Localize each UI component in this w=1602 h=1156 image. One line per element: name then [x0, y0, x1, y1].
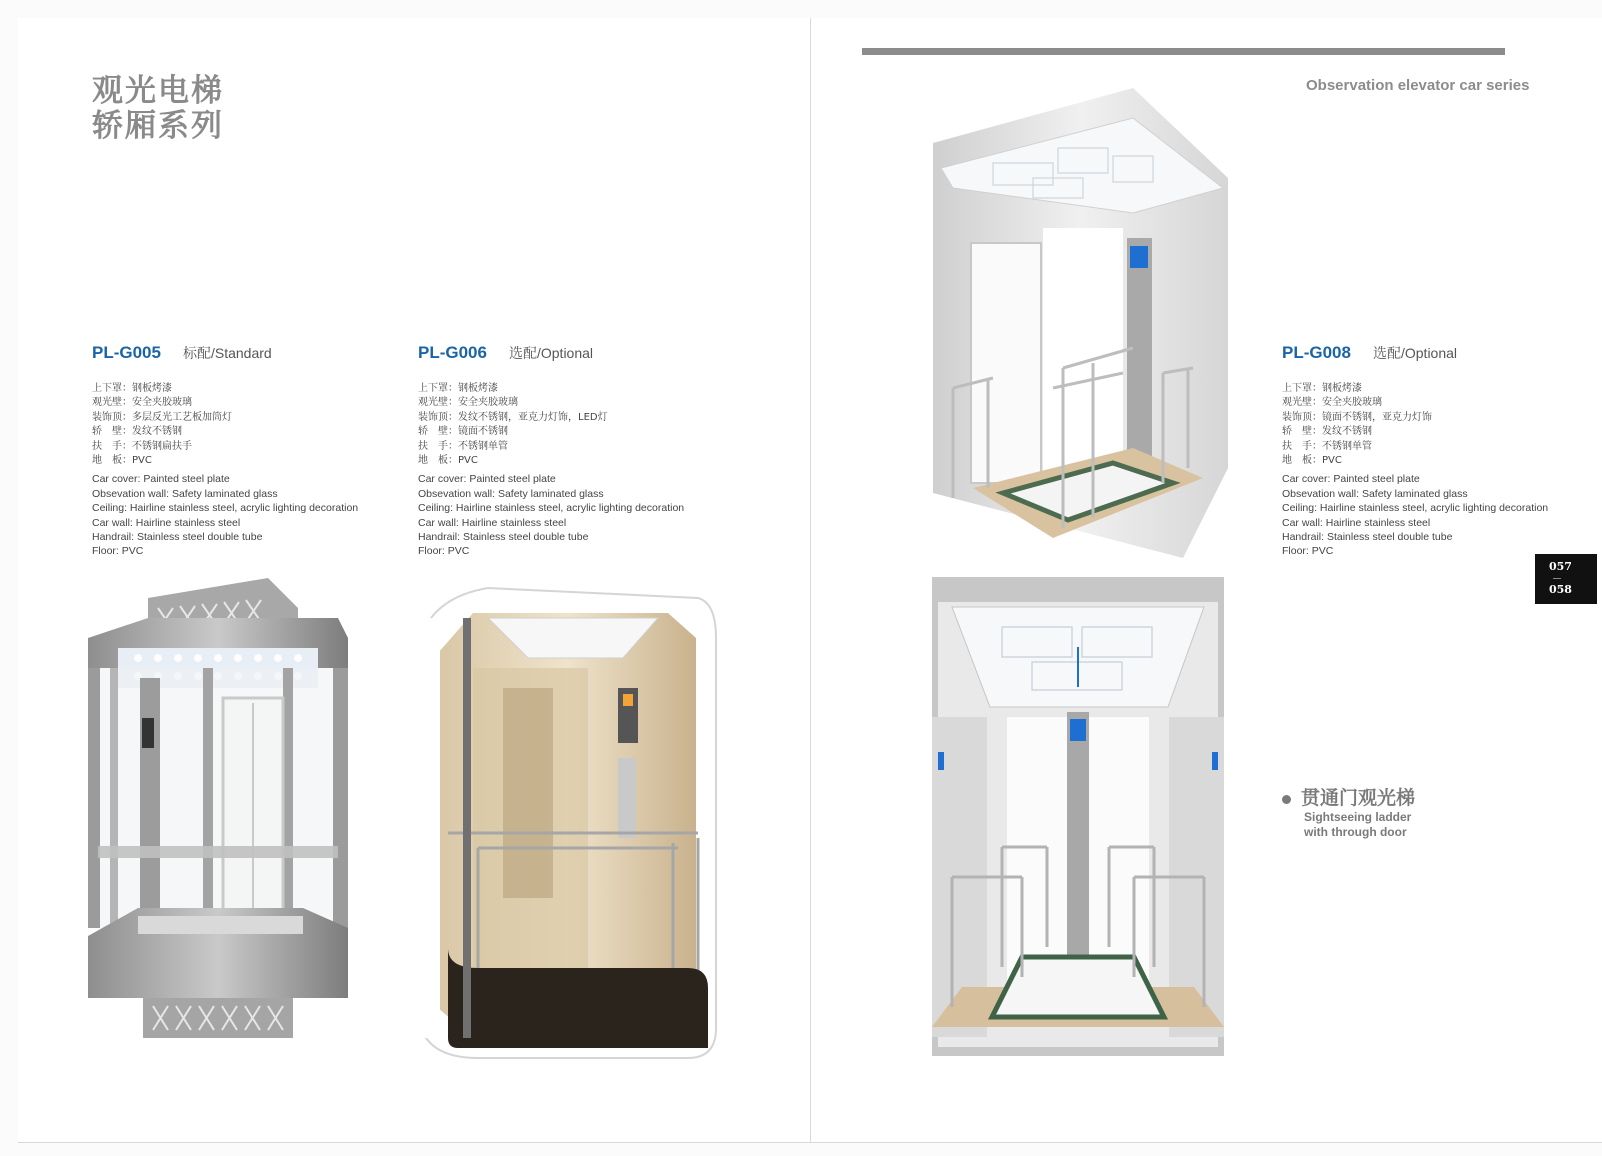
spec-en-line: Car cover: Painted steel plate [418, 473, 556, 486]
spec-en-line: Car wall: Hairline stainless steel [1282, 516, 1431, 529]
product-option: 选配/Optional [1372, 345, 1458, 361]
page-number-separator [1553, 578, 1561, 579]
spec-en-line: Car wall: Hairline stainless steel [418, 516, 567, 529]
spec-en-line: Car cover: Painted steel plate [92, 473, 230, 486]
spec-en-line: Floor: PVC [418, 545, 470, 558]
page-number-tab [1535, 554, 1597, 604]
spec-en-line: Handrail: Stainless steel double tube [1282, 531, 1453, 544]
spec-en-line: Obsevation wall: Safety laminated glass [418, 487, 604, 500]
feature-title-text: 贯通门观光梯 [1301, 787, 1416, 809]
page-number-right: 058 [1549, 583, 1572, 596]
product-specs-g008 [1282, 382, 1548, 559]
spec-cn-line: 扶 手：不锈钢单管 [1282, 440, 1372, 452]
spec-cn-line: 装饰顶：发纹不锈钢，亚克力灯饰，LED灯 [418, 411, 608, 423]
bullet-dot-icon [1282, 795, 1291, 804]
feature-title [1282, 783, 1415, 810]
spec-en-line: Ceiling: Hairline stainless steel, acrylic lighting decoration [418, 502, 685, 515]
spec-cn-line: 扶 手：不锈钢单管 [418, 440, 508, 452]
spec-cn-line: 观光壁：安全夹胶玻璃 [1282, 397, 1382, 409]
product-code: PL-G008 [1282, 343, 1351, 362]
spec-en-line: Floor: PVC [92, 545, 144, 558]
series-label: Observation elevator car series [1306, 77, 1530, 94]
spec-en-line: Car cover: Painted steel plate [1282, 473, 1420, 486]
elevator-g005-illustration [88, 578, 358, 1078]
spec-cn-line: 观光壁：安全夹胶玻璃 [418, 397, 518, 409]
elevator-g006-illustration [418, 578, 718, 1078]
spec-cn-line: 上下罩：钢板烤漆 [92, 383, 172, 394]
elevator-g008-perspective-illustration [933, 88, 1233, 558]
spec-en-line: Obsevation wall: Safety laminated glass [92, 487, 278, 500]
spec-cn-line: 轿 壁：镜面不锈钢 [418, 426, 508, 438]
spec-cn-line: 地 板：PVC [92, 455, 152, 467]
spec-en-block [1282, 472, 1548, 558]
spec-en-block [92, 472, 358, 558]
spec-en-block [418, 472, 684, 558]
spec-en-line: Ceiling: Hairline stainless steel, acrylic lighting decoration [1282, 502, 1549, 515]
product-code: PL-G005 [92, 343, 161, 362]
spec-cn-line: 上下罩：钢板烤漆 [418, 383, 498, 394]
spec-en-line: Handrail: Stainless steel double tube [92, 531, 263, 544]
spec-en-line: Car wall: Hairline stainless steel [92, 516, 241, 529]
bottom-rule [18, 1142, 1602, 1143]
product-code: PL-G006 [418, 343, 487, 362]
product-heading-g005 [92, 343, 272, 363]
feature-subtitle [1304, 810, 1411, 840]
spec-cn-line: 扶 手：不锈钢扁扶手 [92, 440, 192, 452]
spec-en-line: Ceiling: Hairline stainless steel, acrylic lighting decoration [92, 502, 359, 515]
spec-en-line: Handrail: Stainless steel double tube [418, 531, 589, 544]
spec-cn-line: 装饰顶：镜面不锈钢，亚克力灯饰 [1282, 411, 1432, 423]
feature-subtitle-line-2: with through door [1304, 825, 1407, 839]
spec-cn-line: 轿 壁：发纹不锈钢 [1282, 426, 1372, 438]
feature-subtitle-line-1: Sightseeing ladder [1304, 810, 1412, 824]
spec-cn-line: 地 板：PVC [418, 455, 478, 467]
spec-cn-line: 上下罩：钢板烤漆 [1282, 383, 1362, 394]
elevator-through-door-illustration [932, 577, 1224, 1056]
spec-cn-line: 观光壁：安全夹胶玻璃 [92, 397, 192, 409]
product-heading-g008 [1282, 343, 1457, 363]
product-option: 标配/Standard [182, 345, 272, 361]
page-title [92, 74, 224, 144]
product-heading-g006 [418, 343, 593, 363]
spec-cn-line: 装饰顶：多层反光工艺板加筒灯 [92, 411, 232, 423]
product-option: 选配/Optional [508, 345, 594, 361]
series-bar [862, 48, 1505, 55]
spec-cn-line: 地 板：PVC [1282, 455, 1342, 467]
spec-cn-line: 轿 壁：发纹不锈钢 [92, 426, 182, 438]
product-specs-g006 [418, 382, 684, 559]
page-title-line-1: 观光电梯 [92, 73, 224, 109]
spec-en-line: Obsevation wall: Safety laminated glass [1282, 487, 1468, 500]
spec-en-line: Floor: PVC [1282, 545, 1334, 558]
product-specs-g005 [92, 382, 358, 559]
page-title-line-2: 轿厢系列 [92, 108, 224, 144]
page-number-left: 057 [1549, 560, 1572, 573]
